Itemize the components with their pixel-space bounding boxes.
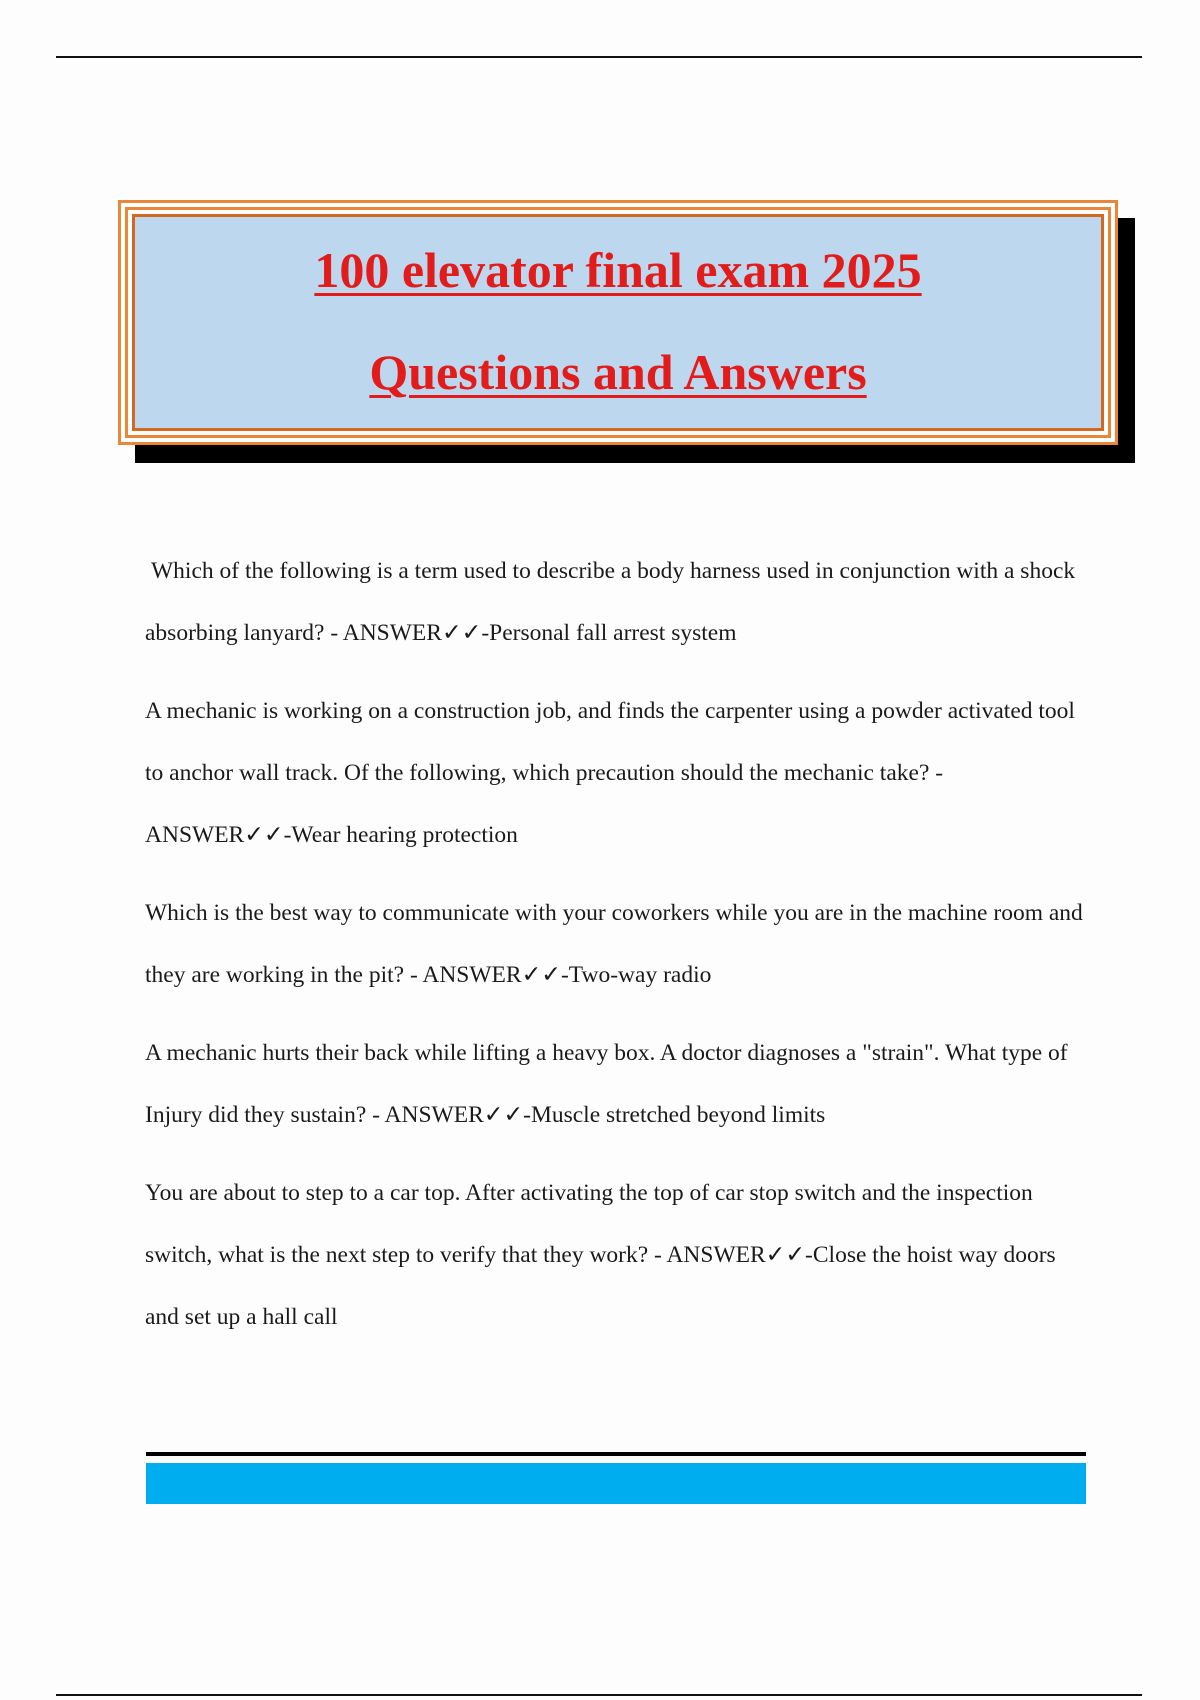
footer-color-bar — [146, 1463, 1086, 1504]
footer-rule — [146, 1452, 1086, 1456]
title-banner-frame — [125, 207, 1111, 438]
document-title-line2: Questions and Answers — [369, 344, 867, 400]
qa-list — [145, 540, 1085, 1364]
top-horizontal-rule — [56, 56, 1142, 58]
document-title-line1: 100 elevator final exam 2025 — [314, 242, 922, 298]
qa-item: A mechanic hurts their back while lifting a heavy box. A doctor diagnoses a "strain". What type of Injury did they sustain? - ANSWER✓✓-Muscle stretched beyond limits — [145, 1040, 1068, 1128]
bottom-horizontal-rule — [56, 1694, 1142, 1696]
qa-item: Which of the following is a term used to describe a body harness used in conjunction with a shock absorbing lanyard? - ANSWER✓✓-Personal fall arrest system — [145, 558, 1076, 646]
qa-item: A mechanic is working on a construction job, and finds the carpenter using a powder activated tool to anchor wall track. Of the following, which precaution should the mechanic take? - ANSWER✓✓-Wear hearing protection — [145, 698, 1075, 848]
title-banner-fill — [132, 214, 1104, 431]
qa-item: You are about to step to a car top. After activating the top of car stop switch and the inspection switch, what is the next step to verify that they work? - ANSWER✓✓-Close the hoist way doors and set up a hall call — [145, 1180, 1056, 1330]
title-banner — [118, 200, 1118, 445]
qa-item: Which is the best way to communicate with your coworkers while you are in the machine room and they are working in the pit? - ANSWER✓✓-Two-way radio — [145, 900, 1083, 988]
